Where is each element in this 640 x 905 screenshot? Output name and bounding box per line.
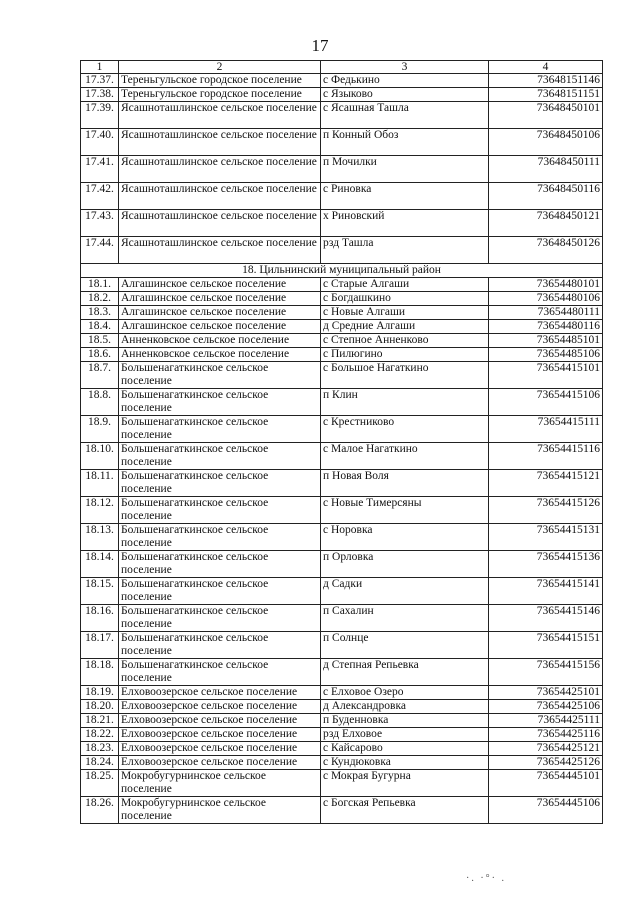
code-cell: 73654415156 [489, 659, 603, 686]
locality-cell: рзд Елховое [321, 728, 489, 742]
municipality-cell: Ясашноташлинское сельское поселение [119, 183, 321, 210]
settlements-table [80, 60, 603, 824]
municipality-cell: Тереньгульское городское поселение [119, 88, 321, 102]
code-cell: 73648450116 [489, 183, 603, 210]
table-row [81, 348, 603, 362]
municipality-cell: Большенагаткинское сельское поселение [119, 524, 321, 551]
row-number-cell: 18.15. [81, 578, 119, 605]
code-cell: 73654415106 [489, 389, 603, 416]
table-row [81, 659, 603, 686]
table-row [81, 102, 603, 129]
table-row [81, 416, 603, 443]
locality-cell: с Степное Анненково [321, 334, 489, 348]
row-number-cell: 18.4. [81, 320, 119, 334]
row-number-cell: 18.9. [81, 416, 119, 443]
section-header-row [81, 264, 603, 278]
table-row [81, 237, 603, 264]
row-number-cell: 18.14. [81, 551, 119, 578]
code-cell: 73654425126 [489, 756, 603, 770]
row-number-cell: 18.7. [81, 362, 119, 389]
code-cell: 73648450106 [489, 129, 603, 156]
column-number-row [81, 61, 603, 74]
table-row [81, 728, 603, 742]
municipality-cell: Анненковское сельское поселение [119, 334, 321, 348]
locality-cell: п Конный Обоз [321, 129, 489, 156]
locality-cell: с Новые Тимерсяны [321, 497, 489, 524]
code-cell: 73654415121 [489, 470, 603, 497]
municipality-cell: Елховоозерское сельское поселение [119, 714, 321, 728]
row-number-cell: 18.21. [81, 714, 119, 728]
locality-cell: с Старые Алгаши [321, 278, 489, 292]
municipality-cell: Большенагаткинское сельское поселение [119, 497, 321, 524]
scan-mark: ·. ·°· . [466, 873, 506, 884]
locality-cell: с Богдашкино [321, 292, 489, 306]
row-number-cell: 17.40. [81, 129, 119, 156]
code-cell: 73654415136 [489, 551, 603, 578]
code-cell: 73654480111 [489, 306, 603, 320]
table-row [81, 129, 603, 156]
locality-cell: с Елховое Озеро [321, 686, 489, 700]
row-number-cell: 17.39. [81, 102, 119, 129]
row-number-cell: 18.12. [81, 497, 119, 524]
municipality-cell: Большенагаткинское сельское поселение [119, 551, 321, 578]
municipality-cell: Алгашинское сельское поселение [119, 306, 321, 320]
municipality-cell: Ясашноташлинское сельское поселение [119, 237, 321, 264]
locality-cell: с Языково [321, 88, 489, 102]
municipality-cell: Большенагаткинское сельское поселение [119, 605, 321, 632]
locality-cell: п Сахалин [321, 605, 489, 632]
locality-cell: п Новая Воля [321, 470, 489, 497]
locality-cell: с Норовка [321, 524, 489, 551]
table-row [81, 210, 603, 237]
row-number-cell: 18.3. [81, 306, 119, 320]
code-cell: 73654485106 [489, 348, 603, 362]
municipality-cell: Елховоозерское сельское поселение [119, 686, 321, 700]
code-cell: 73654415141 [489, 578, 603, 605]
code-cell: 73654485101 [489, 334, 603, 348]
code-cell: 73648450126 [489, 237, 603, 264]
locality-cell: п Орловка [321, 551, 489, 578]
row-number-cell: 18.5. [81, 334, 119, 348]
table-row [81, 470, 603, 497]
code-cell: 73654415111 [489, 416, 603, 443]
locality-cell: с Пилюгино [321, 348, 489, 362]
row-number-cell: 17.41. [81, 156, 119, 183]
municipality-cell: Мокробугурнинское сельское поселение [119, 770, 321, 797]
municipality-cell: Большенагаткинское сельское поселение [119, 443, 321, 470]
code-cell: 73648450101 [489, 102, 603, 129]
locality-cell: п Буденновка [321, 714, 489, 728]
code-cell: 73654480106 [489, 292, 603, 306]
locality-cell: с Новые Алгаши [321, 306, 489, 320]
row-number-cell: 17.37. [81, 74, 119, 88]
table-row [81, 742, 603, 756]
code-cell: 73654425121 [489, 742, 603, 756]
row-number-cell: 18.16. [81, 605, 119, 632]
municipality-cell: Елховоозерское сельское поселение [119, 742, 321, 756]
municipality-cell: Алгашинское сельское поселение [119, 292, 321, 306]
municipality-cell: Ясашноташлинское сельское поселение [119, 129, 321, 156]
row-number-cell: 18.17. [81, 632, 119, 659]
row-number-cell: 18.22. [81, 728, 119, 742]
table-row [81, 700, 603, 714]
row-number-cell: 18.10. [81, 443, 119, 470]
code-cell: 73654425106 [489, 700, 603, 714]
column-header: 2 [119, 61, 321, 74]
municipality-cell: Большенагаткинское сельское поселение [119, 416, 321, 443]
municipality-cell: Большенагаткинское сельское поселение [119, 578, 321, 605]
row-number-cell: 18.23. [81, 742, 119, 756]
code-cell: 73654415101 [489, 362, 603, 389]
table-row [81, 389, 603, 416]
locality-cell: х Риновский [321, 210, 489, 237]
locality-cell: д Средние Алгаши [321, 320, 489, 334]
table-row [81, 88, 603, 102]
row-number-cell: 17.38. [81, 88, 119, 102]
page-number: 17 [311, 36, 329, 55]
locality-cell: с Риновка [321, 183, 489, 210]
code-cell: 73654425116 [489, 728, 603, 742]
row-number-cell: 18.20. [81, 700, 119, 714]
code-cell: 73654445101 [489, 770, 603, 797]
municipality-cell: Большенагаткинское сельское поселение [119, 389, 321, 416]
row-number-cell: 17.44. [81, 237, 119, 264]
row-number-cell: 17.43. [81, 210, 119, 237]
municipality-cell: Ясашноташлинское сельское поселение [119, 210, 321, 237]
row-number-cell: 18.18. [81, 659, 119, 686]
locality-cell: д Степная Репьевка [321, 659, 489, 686]
locality-cell: рзд Ташла [321, 237, 489, 264]
row-number-cell: 18.19. [81, 686, 119, 700]
locality-cell: п Клин [321, 389, 489, 416]
column-header: 1 [81, 61, 119, 74]
locality-cell: с Кундюковка [321, 756, 489, 770]
table-row [81, 156, 603, 183]
code-cell: 73654415131 [489, 524, 603, 551]
locality-cell: с Кайсарово [321, 742, 489, 756]
municipality-cell: Алгашинское сельское поселение [119, 320, 321, 334]
code-cell: 73654415116 [489, 443, 603, 470]
table-row [81, 497, 603, 524]
locality-cell: с Малое Нагаткино [321, 443, 489, 470]
code-cell: 73654425101 [489, 686, 603, 700]
table-row [81, 551, 603, 578]
table-row [81, 362, 603, 389]
municipality-cell: Ясашноташлинское сельское поселение [119, 102, 321, 129]
municipality-cell: Алгашинское сельское поселение [119, 278, 321, 292]
locality-cell: с Федькино [321, 74, 489, 88]
code-cell: 73648151146 [489, 74, 603, 88]
column-header: 3 [321, 61, 489, 74]
table-body [81, 74, 603, 824]
table-row [81, 756, 603, 770]
locality-cell: п Мочилки [321, 156, 489, 183]
table-row [81, 714, 603, 728]
municipality-cell: Большенагаткинское сельское поселение [119, 632, 321, 659]
row-number-cell: 18.1. [81, 278, 119, 292]
locality-cell: с Богская Репьевка [321, 797, 489, 824]
code-cell: 73654445106 [489, 797, 603, 824]
municipality-cell: Тереньгульское городское поселение [119, 74, 321, 88]
row-number-cell: 18.25. [81, 770, 119, 797]
locality-cell: д Александровка [321, 700, 489, 714]
table-row [81, 524, 603, 551]
row-number-cell: 18.6. [81, 348, 119, 362]
table-row [81, 183, 603, 210]
table-row [81, 770, 603, 797]
row-number-cell: 18.2. [81, 292, 119, 306]
column-header: 4 [489, 61, 603, 74]
table-row [81, 278, 603, 292]
municipality-cell: Ясашноташлинское сельское поселение [119, 156, 321, 183]
municipality-cell: Мокробугурнинское сельское поселение [119, 797, 321, 824]
table-row [81, 74, 603, 88]
row-number-cell: 18.11. [81, 470, 119, 497]
row-number-cell: 18.24. [81, 756, 119, 770]
row-number-cell: 18.26. [81, 797, 119, 824]
code-cell: 73654425111 [489, 714, 603, 728]
locality-cell: с Большое Нагаткино [321, 362, 489, 389]
code-cell: 73654480116 [489, 320, 603, 334]
table-row [81, 797, 603, 824]
row-number-cell: 18.8. [81, 389, 119, 416]
municipality-cell: Елховоозерское сельское поселение [119, 756, 321, 770]
table-row [81, 334, 603, 348]
code-cell: 73654415151 [489, 632, 603, 659]
code-cell: 73648450111 [489, 156, 603, 183]
row-number-cell: 18.13. [81, 524, 119, 551]
table-row [81, 443, 603, 470]
locality-cell: д Садки [321, 578, 489, 605]
municipality-cell: Большенагаткинское сельское поселение [119, 362, 321, 389]
section-title: 18. Цильнинский муниципальный район [81, 264, 603, 278]
table-row [81, 320, 603, 334]
table-row [81, 306, 603, 320]
code-cell: 73648151151 [489, 88, 603, 102]
municipality-cell: Большенагаткинское сельское поселение [119, 659, 321, 686]
municipality-cell: Елховоозерское сельское поселение [119, 700, 321, 714]
locality-cell: п Солнце [321, 632, 489, 659]
table-row [81, 292, 603, 306]
municipality-cell: Анненковское сельское поселение [119, 348, 321, 362]
code-cell: 73654480101 [489, 278, 603, 292]
locality-cell: с Крестниково [321, 416, 489, 443]
table-row [81, 605, 603, 632]
table-row [81, 578, 603, 605]
code-cell: 73648450121 [489, 210, 603, 237]
row-number-cell: 17.42. [81, 183, 119, 210]
locality-cell: с Мокрая Бугурна [321, 770, 489, 797]
code-cell: 73654415146 [489, 605, 603, 632]
municipality-cell: Большенагаткинское сельское поселение [119, 470, 321, 497]
code-cell: 73654415126 [489, 497, 603, 524]
municipality-cell: Елховоозерское сельское поселение [119, 728, 321, 742]
table-row [81, 632, 603, 659]
locality-cell: с Ясашная Ташла [321, 102, 489, 129]
table-row [81, 686, 603, 700]
